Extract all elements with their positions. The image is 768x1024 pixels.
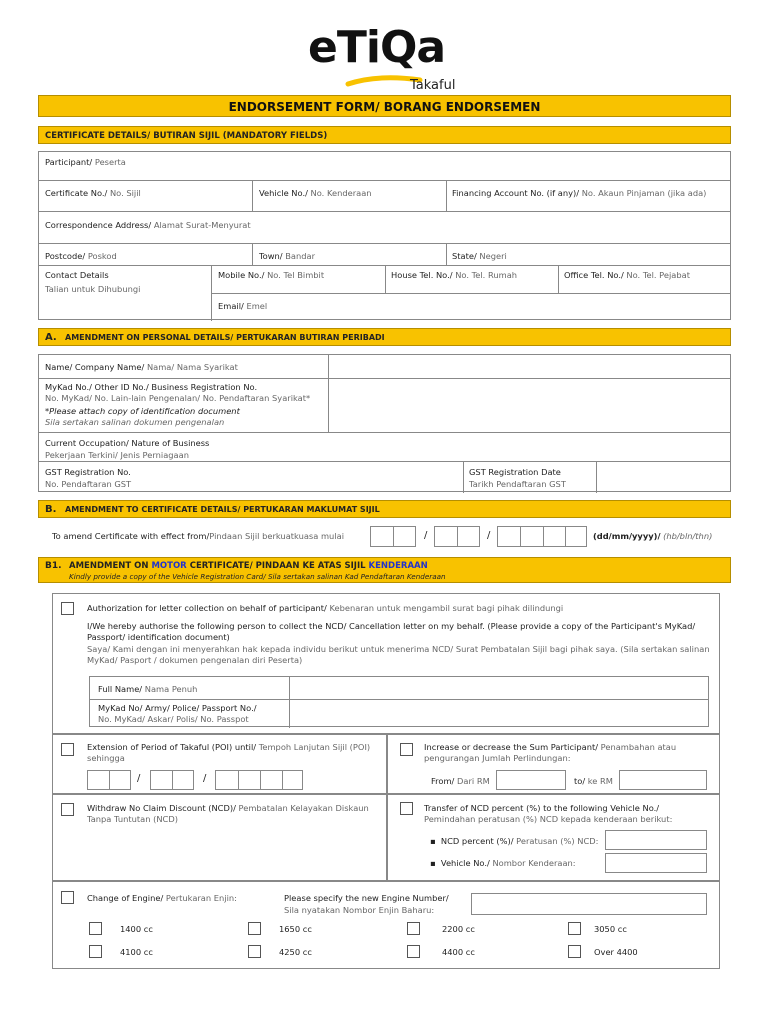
sec-b-header: AMENDMENT TO CERTIFICATE DETAILS/ PERTUKARAN MAKLUMAT SIJIL (65, 505, 380, 514)
cc-3050-label: 3050 cc (594, 924, 627, 934)
id-note: *Please attach copy of identification document (45, 406, 240, 416)
ncd-percent-label: ▪ NCD percent (%)/ Peratusan (%) NCD: (430, 836, 599, 846)
cc-4100-checkbox[interactable] (89, 945, 102, 958)
effect-year-input[interactable] (497, 526, 587, 547)
engine-box (52, 881, 720, 969)
occupation-field[interactable]: Current Occupation/ Nature of Business Pekerjaan Terkini/ Jenis Perniagaan (45, 438, 210, 460)
office-tel-field[interactable]: Office Tel. No./ No. Tel. Pejabat (564, 270, 690, 280)
cc-1400-label: 1400 cc (120, 924, 153, 934)
cert-table (38, 151, 731, 320)
sec-b-header-bar: B. AMENDMENT TO CERTIFICATE DETAILS/ PERTUKARAN MAKLUMAT SIJIL (38, 500, 731, 518)
poi-box: Extension of Period of Takaful (POI) until/ Tempoh Lanjutan Sijil (POI) sehingga / / (52, 734, 387, 794)
engine-spec-label: Please specify the new Engine Number/ Sila nyatakan Nombor Enjin Baharu: (284, 893, 449, 915)
cc-1650-label: 1650 cc (279, 924, 312, 934)
email-field[interactable]: Email/ Emel (218, 301, 268, 311)
authorization-checkbox[interactable] (61, 602, 74, 615)
certificate-no-field[interactable]: Certificate No./ No. Sijil (45, 188, 141, 198)
cc-4250-checkbox[interactable] (248, 945, 261, 958)
authorization-title: Authorization for letter collection on behalf of participant/ Kebenaran untuk mengambil surat bagi pihak dilindungi (87, 603, 564, 613)
poi-checkbox[interactable] (61, 743, 74, 756)
cc-3050-checkbox[interactable] (568, 922, 581, 935)
cert-header: CERTIFICATE DETAILS/ BUTIRAN SIJIL (MANDATORY FIELDS) (45, 131, 328, 141)
sum-to-input[interactable] (619, 770, 707, 790)
engine-number-input[interactable] (471, 893, 707, 915)
form-title: ENDORSEMENT FORM/ BORANG ENDORSEMEN (228, 100, 541, 114)
sum-label: Increase or decrease the Sum Participant/ Penambahan atau pengurangan Jumlah Perlindungan: (424, 742, 677, 763)
ncd-withdraw-checkbox[interactable] (61, 803, 74, 816)
engine-checkbox[interactable] (61, 891, 74, 904)
financing-no-field[interactable]: Financing Account No. (if any)/ No. Akaun Pinjaman (jika ada) (452, 188, 707, 198)
authorization-text-en: I/We hereby authorise the following person to collect the NCD/ Cancellation letter on my behalf. (Please provide a copy of the Participant's MyKad/ Passport/ identification document) (87, 621, 696, 642)
cc-4400-label: 4400 cc (442, 947, 475, 957)
cert-header-bar (38, 126, 731, 144)
cc-4400-checkbox[interactable] (407, 945, 420, 958)
mobile-field[interactable]: Mobile No./ No. Tel Bimbit (218, 270, 325, 280)
ncd-withdraw-box (52, 794, 387, 881)
participant-label: Participant/ (45, 157, 93, 167)
cc-1400-checkbox[interactable] (89, 922, 102, 935)
company-name-field[interactable]: Name/ Company Name/ Nama/ Nama Syarikat (45, 362, 238, 372)
poi-month-input[interactable] (150, 770, 194, 790)
address-field[interactable]: Correspondence Address/ Alamat Surat-Menyurat (45, 220, 251, 230)
authorization-text-ms: Saya/ Kami dengan ini menyerahkan hak kepada individu berikut untuk menerima NCD/ Surat Pembatalan Sijil bagi pihak saya. (Sila sertakan salinan MyKad/ Pasport / dokumen pengenalan diri Peserta) (87, 644, 710, 665)
sum-checkbox[interactable] (400, 743, 413, 756)
vehicle-no-field[interactable]: Vehicle No./ No. Kenderaan (259, 188, 372, 198)
sum-from-label: From/ Dari RM (431, 776, 490, 786)
authorization-box (52, 593, 720, 734)
sec-b1-subtitle: Kindly provide a copy of the Vehicle Registration Card/ Sila sertakan salinan Kad Pendaftaran Kenderaan (69, 572, 446, 581)
full-name-field[interactable]: Full Name/ Nama Penuh (98, 684, 198, 694)
ncd-vehicle-label: ▪ Vehicle No./ Nombor Kenderaan: (430, 858, 576, 868)
gst-no-field[interactable]: GST Registration No. No. Pendaftaran GST (45, 467, 132, 489)
contact-label: Contact Details Talian untuk Dihubungi (45, 270, 141, 294)
form-title-bar (38, 95, 731, 117)
sec-a-table (38, 354, 731, 492)
cc-over-4400-label: Over 4400 (594, 947, 638, 957)
poi-label: Extension of Period of Takaful (POI) until/ Tempoh Lanjutan Sijil (POI) sehingga (87, 742, 371, 763)
effect-date-label: To amend Certificate with effect from/Pindaan Sijil berkuatkuasa mulai (52, 531, 345, 541)
sum-from-input[interactable] (496, 770, 566, 790)
participant-field[interactable]: Participant/ Peserta (45, 157, 126, 167)
id-no-field[interactable]: MyKad No./ Other ID No./ Business Registration No. No. MyKad/ No. Lain-lain Pengenalan/ No. Pendaftaran Syarikat* *Please attach copy of identification document Sila sertakan salinan dokumen pengenalan (45, 382, 311, 427)
sec-a-header: AMENDMENT ON PERSONAL DETAILS/ PERTUKARAN BUTIRAN PERIBADI (65, 333, 385, 342)
ncd-transfer-box (387, 794, 720, 881)
cc-4250-label: 4250 cc (279, 947, 312, 957)
engine-label: Change of Engine/ Pertukaran Enjin: (87, 893, 237, 903)
ncd-vehicle-input[interactable] (605, 853, 707, 873)
gst-date-field[interactable]: GST Registration Date Tarikh Pendaftaran GST (469, 467, 566, 489)
logo-sub: Takaful (410, 78, 456, 93)
house-tel-field[interactable]: House Tel. No./ No. Tel. Rumah (391, 270, 518, 280)
ncd-percent-input[interactable] (605, 830, 707, 850)
auth-id-field[interactable]: MyKad No/ Army/ Police/ Passport No./ No. MyKad/ Askar/ Polis/ No. Passpot (98, 703, 257, 724)
state-field[interactable]: State/ Negeri (452, 251, 507, 261)
authorization-person-table (89, 676, 709, 727)
cc-2200-label: 2200 cc (442, 924, 475, 934)
sum-to-label: to/ ke RM (574, 776, 613, 786)
town-field[interactable]: Town/ Bandar (259, 251, 316, 261)
sec-b1-header-bar: B1. AMENDMENT ON MOTOR CERTIFICATE/ PINDAAN KE ATAS SIJIL KENDERAAN Kindly provide a copy of the Vehicle Registration Card/ Sila sertakan salinan Kad Pendaftaran Kenderaan (38, 557, 731, 583)
cc-4100-label: 4100 cc (120, 947, 153, 957)
poi-year-input[interactable] (215, 770, 303, 790)
effect-day-input[interactable] (370, 526, 416, 547)
ncd-transfer-label: Transfer of NCD percent (%) to the following Vehicle No./ Pemindahan peratusan (%) NCD kepada kenderaan berikut: (424, 803, 673, 824)
cc-1650-checkbox[interactable] (248, 922, 261, 935)
sum-box (387, 734, 720, 794)
logo-brand: eTiQa (308, 22, 446, 73)
sec-b1-header: AMENDMENT ON MOTOR CERTIFICATE/ PINDAAN KE ATAS SIJIL KENDERAAN (69, 561, 428, 571)
poi-day-input[interactable] (87, 770, 131, 790)
etiqa-logo (308, 22, 458, 92)
cc-2200-checkbox[interactable] (407, 922, 420, 935)
postcode-field[interactable]: Postcode/ Poskod (45, 251, 117, 261)
effect-month-input[interactable] (434, 526, 480, 547)
ncd-transfer-checkbox[interactable] (400, 802, 413, 815)
date-format-label: (dd/mm/yyyy)/ (hb/bln/thn) (593, 531, 713, 541)
cc-over-4400-checkbox[interactable] (568, 945, 581, 958)
sec-a-header-bar: A. AMENDMENT ON PERSONAL DETAILS/ PERTUKARAN BUTIRAN PERIBADI (38, 328, 731, 346)
ncd-withdraw-label: Withdraw No Claim Discount (NCD)/ Pembatalan Kelayakan Diskaun Tanpa Tuntutan (NCD) (87, 803, 369, 824)
